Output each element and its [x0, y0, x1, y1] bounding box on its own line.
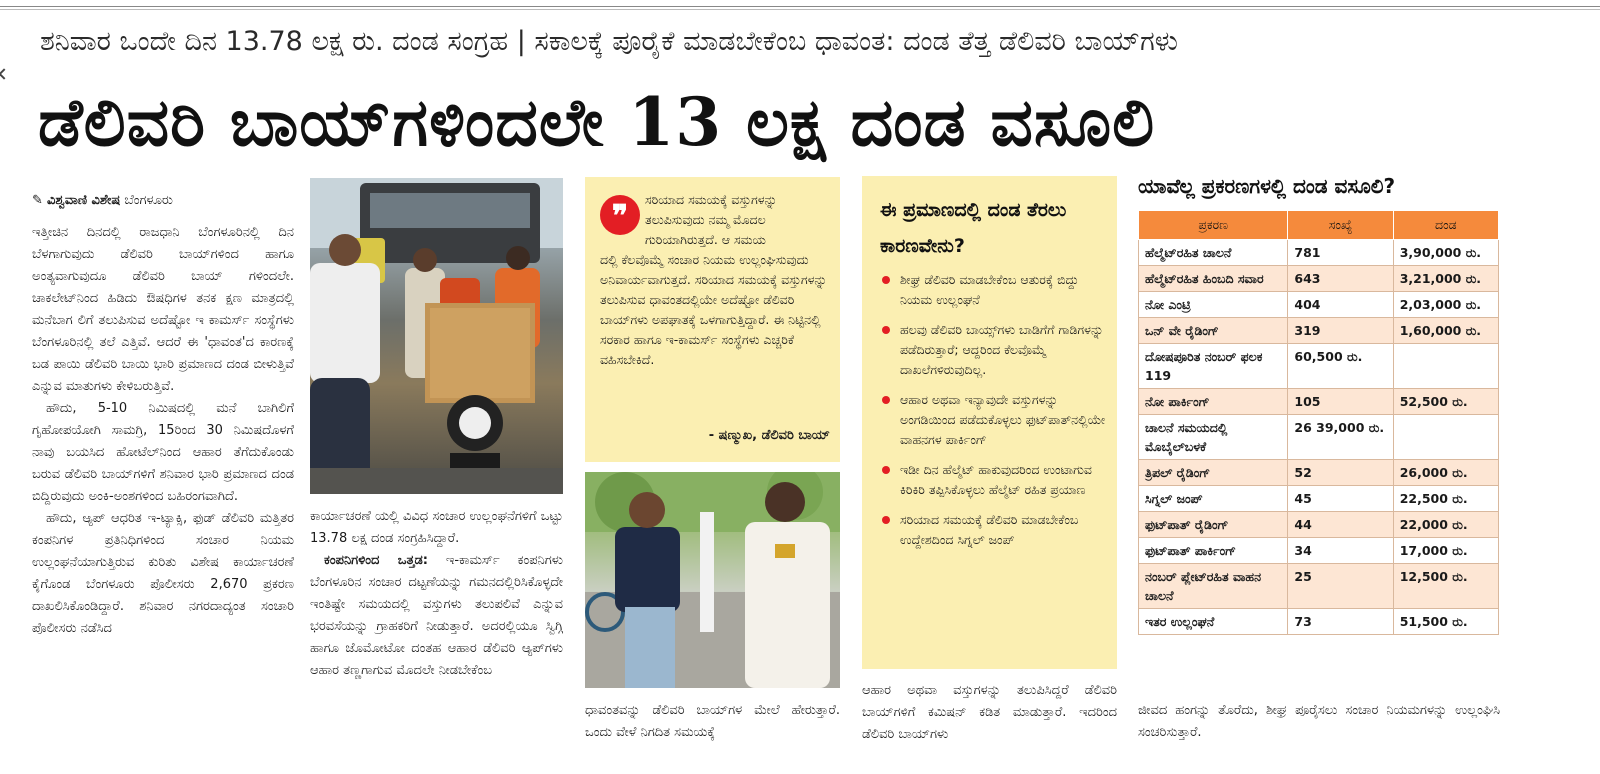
table-cell: ಒನ್ ವೇ ರೈಡಿಂಗ್	[1139, 318, 1288, 344]
article-column-1	[32, 222, 294, 752]
bullet-icon	[882, 396, 890, 404]
article-column-3	[585, 700, 840, 756]
bullet-icon	[882, 516, 890, 524]
table-cell: ಹೆಲ್ಮೆಟ್‌ರಹಿತ ಹಿಂಬದಿ ಸವಾರ	[1139, 266, 1288, 292]
table-cell: 17,000 ರು.	[1393, 538, 1498, 564]
byline	[32, 190, 302, 214]
table-cell: ನೋ ಎಂಟ್ರಿ	[1139, 292, 1288, 318]
paragraph	[310, 550, 563, 682]
page-edge-marker	[0, 68, 10, 79]
table-cell: 51,500 ರು.	[1393, 609, 1498, 635]
article-column-5	[1138, 700, 1500, 756]
table-cell: ತ್ರಿಪಲ್ ರೈಡಿಂಗ್	[1139, 460, 1288, 486]
table-row	[1139, 512, 1499, 538]
byline-place: ಬೆಂಗಳೂರು	[124, 193, 173, 208]
list-item	[880, 320, 1112, 380]
table-cell: 26,000 ರು.	[1393, 460, 1498, 486]
table-cell: 22,000 ರು.	[1393, 512, 1498, 538]
article-column-2	[310, 506, 563, 756]
table-header-row	[1139, 211, 1499, 240]
list-item	[880, 270, 1112, 310]
table-cell: ಹೆಲ್ಮೆಟ್‌ರಹಿತ ಚಾಲನೆ	[1139, 240, 1288, 266]
table-cell: 52	[1288, 460, 1393, 486]
list-item	[880, 510, 1112, 550]
table-cell: 105	[1288, 389, 1393, 415]
subheading: ಕಂಪನಿಗಳಿಂದ ಒತ್ತಡ:	[324, 553, 428, 568]
table-cell: 404	[1288, 292, 1393, 318]
table-cell: 73	[1288, 609, 1393, 635]
table-cell: 44	[1288, 512, 1393, 538]
table-cell: 12,500 ರು.	[1393, 564, 1498, 609]
byline-brand: ವಿಶ್ವವಾಣಿ ವಿಶೇಷ	[47, 193, 121, 208]
photo-police-fining-rider	[585, 472, 840, 688]
paragraph: ಕಾರ್ಯಾಚರಣೆ ಯಲ್ಲಿ ವಿವಿಧ ಸಂಚಾರ ಉಲ್ಲಂಘನೆಗಳಿಗೆ ಒಟ್ಟು 13.78 ಲಕ್ಷ ದಂಡ ಸಂಗ್ರಹಿಸಿದ್ದಾರೆ.	[310, 509, 563, 546]
table-cell: ಫುಟ್‌ಪಾತ್ ಪಾರ್ಕಿಂಗ್	[1139, 538, 1288, 564]
table-row	[1139, 292, 1499, 318]
table-row	[1139, 389, 1499, 415]
headline: ಡೆಲಿವರಿ ಬಾಯ್‌ಗಳಿಂದಲೇ 13 ಲಕ್ಷ ದಂಡ ವಸೂಲಿ	[38, 83, 1156, 161]
list-item	[880, 390, 1112, 450]
table-row	[1139, 415, 1499, 460]
list-item	[880, 460, 1112, 500]
paragraph: ಜೀವದ ಹಂಗನ್ನು ತೊರೆದು, ಶೀಘ್ರ ಪೂರೈಸಲು ಸಂಚಾರ ನಿಯಮಗಳನ್ನು ಉಲ್ಲಂಘಿಸಿ ಸಂಚರಿಸುತ್ತಾರೆ.	[1138, 703, 1500, 740]
table-cell: 60,500 ರು.	[1288, 344, 1393, 389]
table-cell: 1,60,000 ರು.	[1393, 318, 1498, 344]
paragraph: ಇತ್ತೀಚಿನ ದಿನದಲ್ಲಿ ರಾಜಧಾನಿ ಬೆಂಗಳೂರಿನಲ್ಲಿ ದಿನ ಬೆಳಗಾಗುವುದು ಡೆಲಿವರಿ ಬಾಯ್‌ಗಳಿಂದ ಹಾಗೂ ಅಂತ್ಯವಾಗುವುದೂ ಡೆಲಿವರಿ ಬಾಯ್ ಗಳಿಂದಲೇ. ಚಾಕಲೇಟ್‌ನಿಂದ ಹಿಡಿದು ಔಷಧಿಗಳ ತನಕ ಕ್ಷಣ ಮಾತ್ರದಲ್ಲಿ ಮನೆಬಾಗ ಲಿಗೆ ತಲುಪಿಸುವ ಅದೆಷ್ಟೋ ಇ ಕಾಮರ್ಸ್ ಸಂಸ್ಥೆಗಳು ಬೆಂಗಳೂರಿನಲ್ಲಿ ತಲೆ ಎತ್ತಿವೆ. ಆದರೆ ಈ 'ಧಾವಂತ'ದ ಕಾರಣಕ್ಕೆ ಬಡ ಪಾಯಿ ಡೆಲಿವರಿ ಬಾಯಿ ಭಾರಿ ಪ್ರಮಾಣದ ದಂಡ ಬೀಳುತ್ತಿವೆ ಎನ್ನುವ ಮಾತುಗಳು ಕೇಳಿಬರುತ್ತಿವೆ.	[32, 225, 294, 394]
table-cell: 45	[1288, 486, 1393, 512]
quote-text-body: ದಲ್ಲಿ ಕೆಲವೊಮ್ಮೆ ಸಂಚಾರ ನಿಯಮ ಉಲ್ಲಂಘಿಸುವುದು ಅನಿವಾರ್ಯವಾಗುತ್ತದೆ. ಸರಿಯಾದ ಸಮಯಕ್ಕೆ ವಸ್ತುಗಳನ್ನು ತಲುಪಿಸುವ ಧಾವಂತದಲ್ಲಿಯೇ ಅದೆಷ್ಟೋ ಡೆಲಿವರಿ ಬಾಯ್‌ಗಳು ಅಪಘಾತಕ್ಕೆ ಒಳಗಾಗುತ್ತಿದ್ದಾರೆ. ಈ ನಿಟ್ಟಿನಲ್ಲಿ ಸರಕಾರ ಹಾಗೂ ಇ-ಕಾಮರ್ಸ್ ಸಂಸ್ಥೆಗಳು ಎಚ್ಚರಿಕೆ ವಹಿಸಬೇಕಿದೆ.	[600, 252, 828, 367]
table-cell: 2,03,000 ರು.	[1393, 292, 1498, 318]
byline-brand-icon: ✎	[32, 193, 43, 208]
table-row	[1139, 609, 1499, 635]
table-row	[1139, 486, 1499, 512]
reasons-list	[880, 270, 1112, 660]
list-item-text: ಶೀಘ್ರ ಡೆಲಿವರಿ ಮಾಡಬೇಕೆಂಬ ಆತುರಕ್ಕೆ ಬಿದ್ದು ನಿಯಮ ಉಲ್ಲಂಘನೆ	[900, 272, 1079, 307]
table-cell: 26 39,000 ರು.	[1288, 415, 1393, 460]
article-column-4	[862, 680, 1117, 756]
fines-table-title: ಯಾವೆಲ್ಲ ಪ್ರಕರಣಗಳಲ್ಲಿ ದಂಡ ವಸೂಲಿ?	[1138, 174, 1396, 198]
table-cell: ಇತರ ಉಲ್ಲಂಘನೆ	[1139, 609, 1288, 635]
top-rule-secondary	[0, 9, 1600, 10]
list-item-text: ಹಲವು ಡೆಲಿವರಿ ಬಾಯ್ಸ್‌ಗಳು ಬಾಡಿಗೆಗೆ ಗಾಡಿಗಳನ್ನು ಪಡೆದಿರುತ್ತಾರೆ; ಆದ್ದರಿಂದ ಕೆಲವೊಮ್ಮೆ ದಾಖಲೆಗಳಿರುವುದಿಲ್ಲ.	[900, 322, 1104, 377]
table-row	[1139, 240, 1499, 266]
paragraph-text: ಇ-ಕಾಮರ್ಸ್ ಕಂಪನಿಗಳು ಬೆಂಗಳೂರಿನ ಸಂಚಾರ ದಟ್ಟಣೆಯನ್ನು ಗಮನದಲ್ಲಿರಿಸಿಕೊಳ್ಳದೇ ಇಂತಿಷ್ಟೇ ಸಮಯದಲ್ಲಿ ವಸ್ತುಗಳು ತಲುಪಲಿವೆ ಎನ್ನುವ ಭರವಸೆಯನ್ನು ಗ್ರಾಹಕರಿಗೆ ನೀಡುತ್ತಾರೆ. ಅದರಲ್ಲಿಯೂ ಸ್ವಿಗ್ಗಿ ಹಾಗೂ ಜೊಮೋಟೋ ದಂತಹ ಆಹಾರ ಡೆಲಿವರಿ ಆ್ಯಪ್‌ಗಳು ಆಹಾರ ತಣ್ಣಗಾಗುವ ಮೊದಲೇ ನೀಡಬೇಕೆಂಬ	[310, 553, 563, 678]
table-row	[1139, 318, 1499, 344]
table-cell: ದೋಷಪೂರಿತ ನಂಬರ್ ಫಲಕ 119	[1139, 344, 1288, 389]
table-row	[1139, 266, 1499, 292]
paragraph: ಆಹಾರ ಅಥವಾ ವಸ್ತುಗಳನ್ನು ತಲುಪಿಸಿದ್ದರೆ ಡೆಲಿವರಿ ಬಾಯ್‌ಗಳಿಗೆ ಕಮಿಷನ್ ಕಡಿತ ಮಾಡುತ್ತಾರೆ. ಇದರಿಂದ ಡೆಲಿವರಿ ಬಾಯ್‌ಗಳು	[862, 683, 1117, 742]
list-item-text: ಆಹಾರ ಅಥವಾ ಇನ್ಯಾವುದೇ ವಸ್ತುಗಳನ್ನು ಅಂಗಡಿಯಿಂದ ಪಡೆದುಕೊಳ್ಳಲು ಫುಟ್‌ಪಾತ್‌ನಲ್ಲಿಯೇ ವಾಹನಗಳ ಪಾರ್ಕಿಂಗ್	[900, 392, 1106, 447]
reasons-title: ಈ ಪ್ರಮಾಣದಲ್ಲಿ ದಂಡ ತೆರಲು ಕಾರಣವೇನು?	[880, 199, 1067, 257]
table-cell: 319	[1288, 318, 1393, 344]
table-cell: ನೋ ಪಾರ್ಕಿಂಗ್	[1139, 389, 1288, 415]
bullet-icon	[882, 466, 890, 474]
table-cell: ಸಿಗ್ನಲ್ ಜಂಪ್	[1139, 486, 1288, 512]
table-row	[1139, 538, 1499, 564]
table-cell	[1393, 415, 1498, 460]
quote-text-top: ಸರಿಯಾದ ಸಮಯಕ್ಕೆ ವಸ್ತುಗಳನ್ನು ತಲುಪಿಸುವುದು ನಮ್ಮ ಮೊದಲ ಗುರಿಯಾಗಿರುತ್ತದೆ. ಆ ಸಮಯ	[645, 192, 778, 247]
table-cell: 34	[1288, 538, 1393, 564]
table-cell: 22,500 ರು.	[1393, 486, 1498, 512]
bullet-icon	[882, 276, 890, 284]
table-row	[1139, 344, 1499, 389]
column-header-count: ಸಂಖ್ಯೆ	[1288, 211, 1393, 240]
table-cell: ಫುಟ್‌ಪಾತ್ ರೈಡಿಂಗ್	[1139, 512, 1288, 538]
list-item-text: ಇಡೀ ದಿನ ಹೆಲ್ಮೆಟ್ ಹಾಕುವುದರಿಂದ ಉಂಟಾಗುವ ಕಿರಿಕಿರಿ ತಪ್ಪಿಸಿಕೊಳ್ಳಲು ಹೆಲ್ಮೆಟ್ ರಹಿತ ಪ್ರಯಾಣ	[900, 462, 1092, 497]
table-row	[1139, 564, 1499, 609]
table-cell: 52,500 ರು.	[1393, 389, 1498, 415]
column-header-fine: ದಂಡ	[1393, 211, 1498, 240]
paragraph: ಹೌದು, 5-10 ನಿಮಿಷದಲ್ಲಿ ಮನೆ ಬಾಗಿಲಿಗೆ ಗೃಹೋಪಯೋಗಿ ಸಾಮಗ್ರಿ, 15ರಿಂದ 30 ನಿಮಿಷದೊಳಗೆ ನಾವು ಬಯಸಿದ ಹೋಟೆಲ್‌ನಿಂದ ಆಹಾರ ತೆಗೆದುಕೊಂಡು ಬರುವ ಡೆಲಿವರಿ ಬಾಯ್‌ಗಳಿಗೆ ಶನಿವಾರ ಭಾರಿ ಪ್ರಮಾಣದ ದಂಡ ಬಿದ್ದಿರುವುದು ಅಂಕಿ-ಅಂಶಗಳಿಂದ ಬಹಿರಂಗವಾಗಿದೆ.	[32, 401, 294, 504]
bullet-icon	[882, 326, 890, 334]
fines-table	[1138, 210, 1499, 635]
quote-mark-icon: ❞	[600, 195, 640, 235]
top-rule	[0, 6, 1600, 7]
table-cell: 781	[1288, 240, 1393, 266]
photo-police-checking-illustration	[310, 178, 563, 494]
paragraph: ಹೌದು, ಆ್ಯಪ್ ಆಧರಿತ ಇ-ಟ್ಯಾಕ್ಸಿ, ಫುಡ್ ಡೆಲಿವರಿ ಮತ್ತಿತರ ಕಂಪನಿಗಳ ಪ್ರತಿನಿಧಿಗಳಿಂದ ಸಂಚಾರ ನಿಯಮ ಉಲ್ಲಂಘನೆಯಾಗುತ್ತಿರುವ ಕುರಿತು ವಿಶೇಷ ಕಾರ್ಯಾಚರಣೆ ಕೈಗೊಂಡ ಬೆಂಗಳೂರು ಪೊಲೀಸರು 2,670 ಪ್ರಕರಣ ದಾಖಲಿಸಿಕೊಂಡಿದ್ದಾರೆ. ಶನಿವಾರ ನಗರದಾದ್ಯಂತ ಸಂಚಾರಿ ಪೊಲೀಸರು ನಡೆಸಿದ	[32, 511, 294, 636]
table-cell: 3,90,000 ರು.	[1393, 240, 1498, 266]
table-cell: 25	[1288, 564, 1393, 609]
column-header-case: ಪ್ರಕರಣ	[1139, 211, 1288, 240]
table-cell	[1393, 344, 1498, 389]
table-row	[1139, 460, 1499, 486]
kicker-line: ಶನಿವಾರ ಒಂದೇ ದಿನ 13.78 ಲಕ್ಷ ರು. ದಂಡ ಸಂಗ್ರಹ | ಸಕಾಲಕ್ಕೆ ಪೂರೈಕೆ ಮಾಡಬೇಕೆಂಬ ಧಾವಂತ: ದಂಡ ತೆತ್ತ ಡೆಲಿವರಿ ಬಾಯ್‌ಗಳು	[40, 26, 1178, 57]
table-cell: ಚಾಲನೆ ಸಮಯದಲ್ಲಿ ಮೊಬೈಲ್‌ಬಳಕೆ	[1139, 415, 1288, 460]
list-item-text: ಸರಿಯಾದ ಸಮಯಕ್ಕೆ ಡೆಲಿವರಿ ಮಾಡಬೇಕೆಂಬ ಉದ್ದೇಶದಿಂದ ಸಿಗ್ನಲ್ ಜಂಪ್	[900, 512, 1079, 547]
photo-police-checking-delivery-boys	[310, 178, 563, 494]
table-cell: ನಂಬರ್ ಪ್ಲೇಟ್‌ರಹಿತ ವಾಹನ ಚಾಲನೆ	[1139, 564, 1288, 609]
quote-signature: - ಷಣ್ಮುಖ, ಡೆಲಿವರಿ ಬಾಯ್	[708, 428, 830, 443]
photo-police-fining-illustration	[585, 472, 840, 688]
paragraph: ಧಾವಂತವನ್ನು ಡೆಲಿವರಿ ಬಾಯ್‌ಗಳ ಮೇಲೆ ಹೇರುತ್ತಾರೆ. ಒಂದು ವೇಳೆ ನಿಗದಿತ ಸಮಯಕ್ಕೆ	[585, 703, 840, 740]
table-cell: 643	[1288, 266, 1393, 292]
table-cell: 3,21,000 ರು.	[1393, 266, 1498, 292]
